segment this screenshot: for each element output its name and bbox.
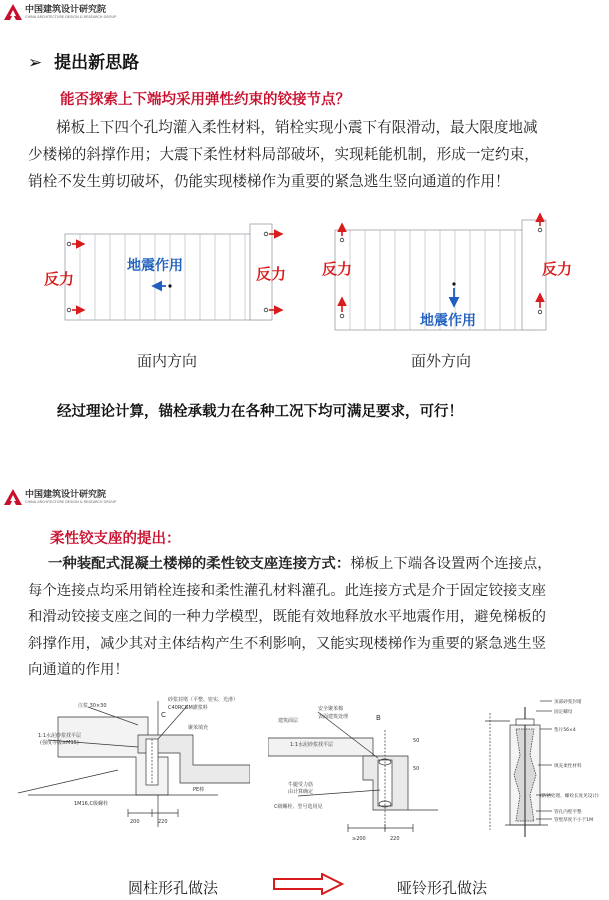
company-logo <box>4 4 116 20</box>
slide-2 <box>0 485 609 900</box>
paragraph-line: 少楼梯的斜撑作用；大震下柔性材料局部破坏，实现耗能机制，形成一定约束， <box>28 146 539 163</box>
reaction-label-left: 反力 <box>322 260 353 278</box>
paragraph-line: 斜撑作用，减少其对主体结构产生不利影响，又能实现楼梯作为重要的紧急逃生竖 <box>28 635 547 652</box>
seismic-label: 地震作用 <box>127 258 183 274</box>
cadg-logo-icon <box>4 489 22 505</box>
dumbbell-hole-drawing <box>268 700 438 845</box>
inplane-diagram <box>40 222 290 332</box>
drawing2-label: 220 <box>390 836 400 842</box>
paragraph-line-first <box>28 551 552 578</box>
intro-paragraph <box>28 114 539 195</box>
drawing3-label: 管孔内壁平整 <box>554 810 582 815</box>
lead-rest: 梯板上下端各设置两个连接点， <box>350 556 552 572</box>
drawing2-label: ≥200 <box>352 836 366 842</box>
company-logo <box>4 489 116 505</box>
seismic-label: 地震作用 <box>420 313 476 329</box>
drawing1-label: 1:1水泥砂浆找平层 <box>38 733 82 739</box>
outplane-caption: 面外方向 <box>411 352 472 370</box>
drawing1-label: 聚苯填充 <box>188 725 209 731</box>
drawing2-label: C级螺栓、型号选用见 <box>274 804 323 810</box>
logo-text-en: CHINA ARCHITECTURE DESIGN & RESEARCH GROUP <box>25 14 117 19</box>
drawing2-label: 50 <box>413 766 420 772</box>
drawing2-label: 牛腿受力筋 <box>288 782 314 788</box>
logo-text-cn: 中国建筑设计研究院 <box>25 489 107 500</box>
drawing3-label: 垫片56×4 <box>554 728 576 733</box>
section-heading: 提出新思路 <box>54 53 140 73</box>
drawing1-label: C40RCGM灌浆料 <box>168 705 208 711</box>
drawing2-label: 安全聚苯棉 <box>318 706 344 712</box>
right-arrow-icon <box>272 873 344 895</box>
drawing2-label: 50 <box>413 738 420 744</box>
drawing1-label: 200 <box>130 819 140 825</box>
drawing1-label: 注浆 30×30 <box>78 703 107 709</box>
drawing3-label: 管壁厚度不小于1M <box>554 818 594 823</box>
conclusion-text: 经过理论计算，锚栓承载力在各种工况下均可满足要求，可行！ <box>57 404 463 420</box>
drawing3-label: 顶部砂浆封堵 <box>554 700 582 705</box>
section-heading: 柔性铰支座的提出： <box>50 531 181 547</box>
drawing2-label: 表面建筑处理 <box>318 714 349 720</box>
cylindrical-hole-caption: 圆柱形孔做法 <box>128 879 219 897</box>
inplane-caption: 面内方向 <box>137 352 198 370</box>
drawing2-label: 1:1水泥砂浆找平层 <box>290 742 334 748</box>
drawing3-label: 固定螺母 <box>554 710 573 715</box>
drawing1-label: C <box>161 711 166 719</box>
drawing1-label: 220 <box>158 819 168 825</box>
paragraph-line: 梯板上下四个孔均灌入柔性材料，销栓实现小震下有限滑动，最大限度地减 <box>56 119 538 136</box>
cadg-logo-icon <box>4 4 22 20</box>
cylindrical-hole-drawing <box>18 695 250 835</box>
paragraph-line: 销栓不发生剪切破坏，仍能实现楼梯作为重要的紧急逃生竖向通道的作用！ <box>28 173 510 190</box>
drawing1-label: 砂浆封堵（平整、密实、光滑） <box>168 697 239 703</box>
bolt-detail-drawing <box>480 695 608 845</box>
heading-row <box>28 48 139 73</box>
drawing2-label: B <box>376 714 381 722</box>
drawing1-label: PE棒 <box>193 787 205 793</box>
drawing3-label: (防锈处理、螺栓长度见设计) <box>540 794 599 799</box>
drawing3-label: 填充柔性材料 <box>554 764 582 769</box>
reaction-label-right: 反力 <box>542 260 573 278</box>
paragraph-line: 向通道的作用！ <box>28 662 129 678</box>
lead-term: 一种装配式混凝土楼梯的柔性铰支座连接方式： <box>48 556 351 572</box>
reaction-label-right: 反力 <box>256 265 287 283</box>
drawing1-label: 1M16,C级螺栓 <box>74 801 108 807</box>
reaction-label-left: 反力 <box>44 270 75 288</box>
drawing2-label: 建筑面层 <box>278 718 299 724</box>
description-paragraph <box>28 551 552 684</box>
drawing2-label: 由计算确定 <box>288 789 314 795</box>
research-question: 能否探索上下端均采用弹性约束的铰接节点？ <box>60 92 350 108</box>
logo-text-en: CHINA ARCHITECTURE DESIGN & RESEARCH GROUP <box>25 499 117 504</box>
dumbbell-hole-caption: 哑铃形孔做法 <box>397 879 488 897</box>
logo-text-cn: 中国建筑设计研究院 <box>25 4 107 15</box>
paragraph-line: 每个连接点均采用销栓连接和柔性灌孔材料灌孔。此连接方式是介于固定铰接支座 <box>28 582 547 599</box>
paragraph-line: 和滑动铰接支座之间的一种力学模型，既能有效地释放水平地震作用，避免梯板的 <box>28 609 547 625</box>
drawing1-label: (强度等级≥M15) <box>40 740 79 746</box>
arrow-bullet-icon: ➢ <box>28 53 43 73</box>
